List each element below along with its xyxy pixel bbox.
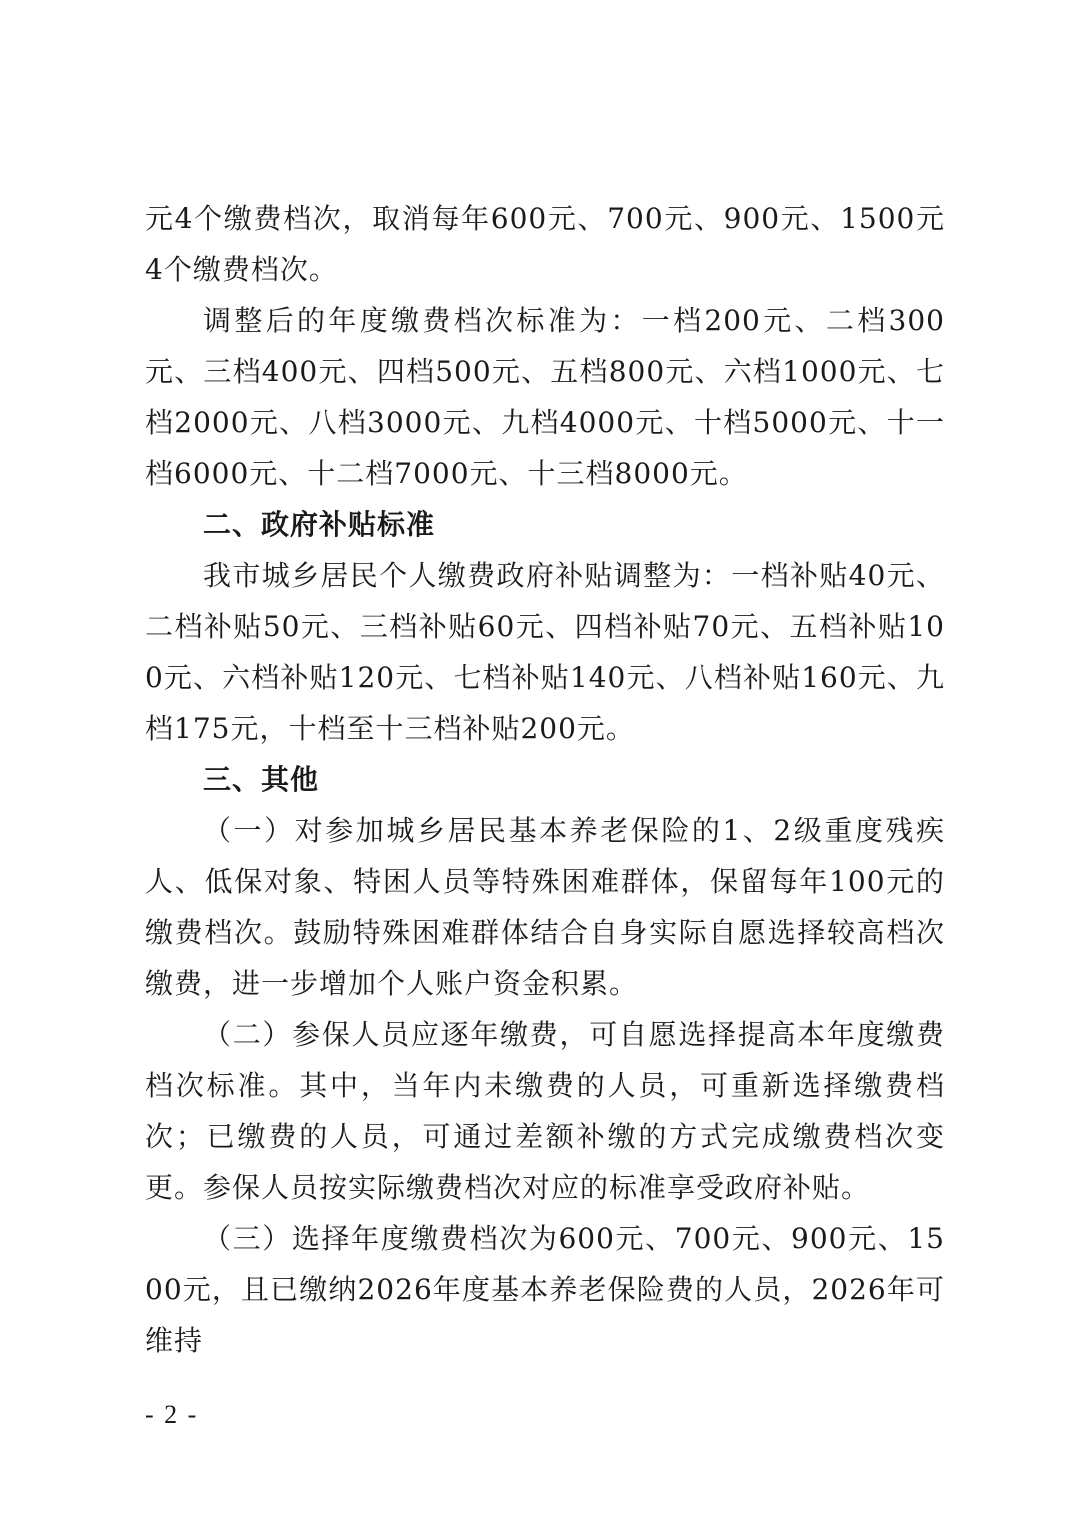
paragraph-contribution-levels: 调整后的年度缴费档次标准为：一档200元、二档300元、三档400元、四档500元、五档800元、六档1000元、七档2000元、八档3000元、九档4000元、十档5000元、十一档6000元、十二档7000元、十三档8000元。 xyxy=(145,304,945,490)
paragraph-other-item-2: （二）参保人员应逐年缴费，可自愿选择提高本年度缴费档次标准。其中，当年内未缴费的人员，可重新选择缴费档次；已缴费的人员，可通过差额补缴的方式完成缴费档次变更。参保人员按实际缴费档次对应的标准享受政府补贴。 xyxy=(145,1018,945,1204)
document-body xyxy=(145,193,945,1366)
paragraph-other-item-1: （一）对参加城乡居民基本养老保险的1、2级重度残疾人、低保对象、特困人员等特殊困难群体，保留每年100元的缴费档次。鼓励特殊困难群体结合自身实际自愿选择较高档次缴费，进一步增加个人账户资金积累。 xyxy=(145,814,945,1000)
paragraph-subsidy-standards: 我市城乡居民个人缴费政府补贴调整为：一档补贴40元、二档补贴50元、三档补贴60元、四档补贴70元、五档补贴100元、六档补贴120元、七档补贴140元、八档补贴160元、九档175元，十档至十三档补贴200元。 xyxy=(145,559,945,745)
section-heading-subsidy: 二、政府补贴标准 xyxy=(203,508,436,541)
page-number: - 2 - xyxy=(145,1400,199,1429)
paragraph-other-item-3: （三）选择年度缴费档次为600元、700元、900元、1500元，且已缴纳2026年度基本养老保险费的人员，2026年可维持 xyxy=(145,1222,945,1357)
section-heading-other: 三、其他 xyxy=(203,763,320,796)
paragraph-contribution-cancel: 元4个缴费档次，取消每年600元、700元、900元、1500元4个缴费档次。 xyxy=(145,202,945,286)
